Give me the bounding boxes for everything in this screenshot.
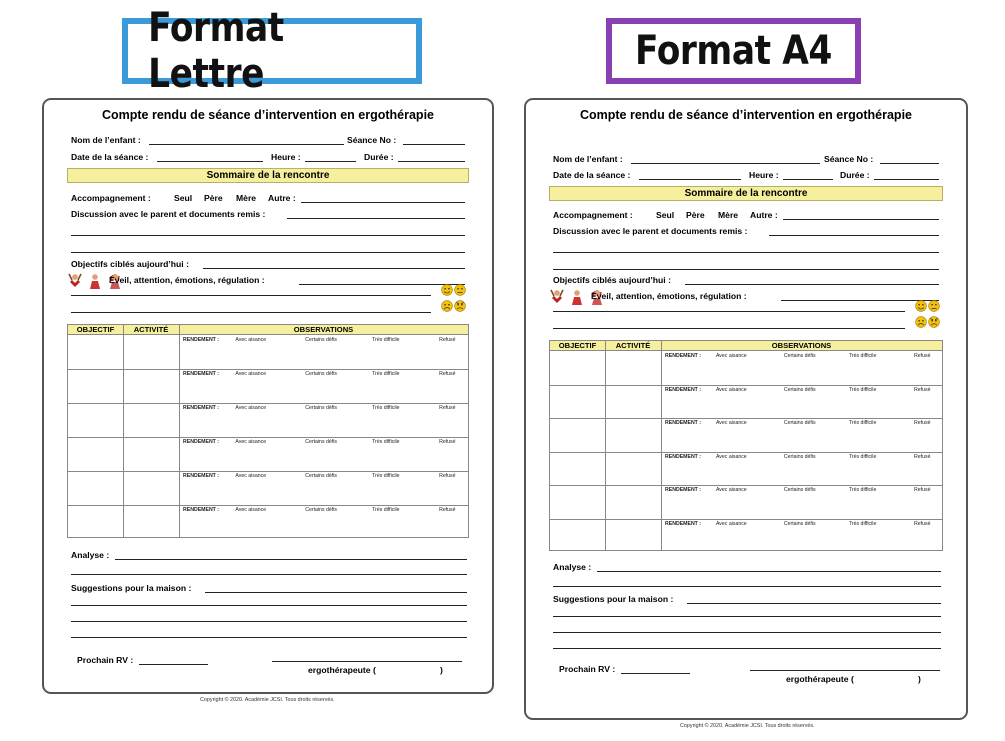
row-divider <box>68 403 468 404</box>
duration-field[interactable] <box>874 179 939 180</box>
therapist-signature-line[interactable] <box>272 661 462 662</box>
arousal-line-3[interactable] <box>71 312 431 313</box>
option-ease[interactable]: Avec aisance <box>715 386 747 393</box>
option-refused[interactable]: Refusé <box>439 473 456 479</box>
row-rendement-label: RENDEMENT : <box>183 507 220 513</box>
option-very-difficult[interactable]: Très difficile <box>372 507 400 513</box>
option-ease[interactable]: Avec aisance <box>715 420 747 426</box>
suggestions-label: Suggestions pour la maison : <box>553 594 674 604</box>
objectives-field[interactable] <box>685 284 939 285</box>
option-very-difficult[interactable]: Très difficile <box>372 473 400 479</box>
session-no-field[interactable] <box>403 144 465 145</box>
session-date-field[interactable] <box>639 179 741 180</box>
option-other: Autre : <box>268 193 296 203</box>
suggestions-line-4[interactable] <box>553 648 941 649</box>
row-divider <box>550 418 942 419</box>
row-divider <box>550 385 942 386</box>
happy-face-icon <box>442 285 453 296</box>
neutral-face-icon <box>929 301 940 312</box>
therapist-label: ergothérapeute ( <box>308 665 376 675</box>
format-a4-banner <box>606 18 861 84</box>
next-appointment-label: Prochain RV : <box>77 655 134 665</box>
option-very-difficult[interactable]: Très difficile <box>372 405 400 411</box>
option-ease[interactable]: Avec aisance <box>235 337 267 343</box>
observation-table <box>67 324 469 538</box>
option-some-challenges[interactable]: Certains défis <box>783 386 816 393</box>
option-refused[interactable]: Refusé <box>914 386 931 393</box>
option-ease[interactable]: Avec aisance <box>715 453 747 460</box>
suggestions-line-3[interactable] <box>71 621 467 622</box>
a4-copyright: Copyright © 2020. Académie JCSI. Tous droits réservés. <box>680 723 815 729</box>
angry-face-icon <box>455 301 466 312</box>
format-letter-banner <box>122 5 422 97</box>
option-ease[interactable]: Avec aisance <box>235 405 267 411</box>
child-arms-up-icon <box>551 290 563 303</box>
discussion-line-3[interactable] <box>71 252 465 253</box>
option-alone: Seul <box>174 193 193 203</box>
option-very-difficult[interactable]: Très difficile <box>848 353 877 359</box>
row-rendement-label: RENDEMENT : <box>183 405 220 411</box>
option-other: Autre : <box>750 210 778 220</box>
option-some-challenges[interactable]: Certains défis <box>305 337 337 343</box>
row-rendement-label: RENDEMENT : <box>183 439 220 445</box>
option-refused[interactable]: Refusé <box>914 453 931 460</box>
option-refused[interactable]: Refusé <box>914 420 931 426</box>
option-mother: Mère <box>236 193 257 203</box>
discussion-line-3[interactable] <box>553 269 939 270</box>
option-ease[interactable]: Avec aisance <box>715 520 747 527</box>
row-rendement-label: RENDEMENT : <box>665 420 702 426</box>
discussion-line-2[interactable] <box>71 235 465 236</box>
child-sitting-icon <box>572 290 582 305</box>
time-label: Heure : <box>271 152 301 162</box>
therapist-signature-line[interactable] <box>750 670 940 671</box>
suggestions-line-4[interactable] <box>71 637 467 638</box>
therapist-label: ergothérapeute ( <box>786 674 854 684</box>
option-alone: Seul <box>656 210 675 220</box>
next-appointment-field[interactable] <box>621 673 690 674</box>
emotion-faces <box>439 282 469 314</box>
form-title: Compte rendu de séance d’intervention en ergothérapie <box>579 108 912 122</box>
row-divider <box>68 471 468 472</box>
option-refused[interactable]: Refusé <box>439 371 456 377</box>
analysis-label: Analyse : <box>71 550 110 560</box>
option-very-difficult[interactable]: Très difficile <box>372 337 400 343</box>
discussion-field[interactable] <box>769 235 939 236</box>
session-no-label: Séance No : <box>824 154 874 164</box>
child-sitting-icon <box>90 274 100 289</box>
option-some-challenges[interactable]: Certains défis <box>305 473 337 479</box>
option-some-challenges[interactable]: Certains défis <box>305 507 337 513</box>
option-ease[interactable]: Avec aisance <box>235 371 267 377</box>
duration-label: Durée : <box>364 152 394 162</box>
row-divider <box>68 437 468 438</box>
option-father: Père <box>204 193 223 203</box>
arousal-line-2[interactable] <box>553 311 905 312</box>
analysis-label: Analyse : <box>553 562 592 572</box>
option-refused[interactable]: Refusé <box>914 487 931 493</box>
option-father: Père <box>686 210 705 220</box>
row-rendement-label: RENDEMENT : <box>665 520 702 527</box>
worried-face-icon <box>442 301 453 312</box>
arousal-line-3[interactable] <box>553 328 905 329</box>
child-name-label: Nom de l’enfant : <box>71 135 141 145</box>
suggestions-field[interactable] <box>205 592 467 593</box>
option-some-challenges[interactable]: Certains défis <box>305 405 337 411</box>
duration-label: Durée : <box>840 170 870 180</box>
next-appointment-field[interactable] <box>139 664 208 665</box>
option-some-challenges[interactable]: Certains défis <box>305 439 337 445</box>
angry-face-icon <box>929 317 940 328</box>
option-very-difficult[interactable]: Très difficile <box>848 420 877 426</box>
discussion-label: Discussion avec le parent et documents remis : <box>71 209 266 219</box>
col-objective-header: OBJECTIF <box>68 325 123 335</box>
happy-face-icon <box>916 301 927 312</box>
option-some-challenges[interactable]: Certains défis <box>783 453 816 460</box>
row-rendement-label: RENDEMENT : <box>183 337 220 343</box>
therapist-close-paren: ) <box>440 665 443 675</box>
option-refused[interactable]: Refusé <box>439 337 456 343</box>
session-date-field[interactable] <box>157 161 263 162</box>
letter-copyright: Copyright © 2020. Académie JCSI. Tous droits réservés. <box>200 697 335 703</box>
form-title: Compte rendu de séance d’intervention en ergothérapie <box>101 108 434 122</box>
therapist-close-paren: ) <box>918 674 921 684</box>
suggestions-label: Suggestions pour la maison : <box>71 583 192 593</box>
option-very-difficult[interactable]: Très difficile <box>848 487 877 493</box>
option-some-challenges[interactable]: Certains défis <box>305 371 337 377</box>
option-some-challenges[interactable]: Certains défis <box>783 353 816 359</box>
row-rendement-label: RENDEMENT : <box>183 371 220 377</box>
option-refused[interactable]: Refusé <box>914 353 931 359</box>
child-arms-up-icon <box>69 274 81 287</box>
time-field[interactable] <box>783 179 833 180</box>
option-some-challenges[interactable]: Certains défis <box>783 520 816 527</box>
accompaniment-label: Accompagnement : <box>553 210 633 220</box>
option-ease[interactable]: Avec aisance <box>235 473 267 479</box>
option-very-difficult[interactable]: Très difficile <box>848 386 877 393</box>
analysis-field[interactable] <box>115 559 467 560</box>
a4-form <box>524 98 968 720</box>
col-activity-header: ACTIVITÉ <box>605 341 661 351</box>
row-divider <box>550 485 942 486</box>
option-refused[interactable]: Refusé <box>914 520 931 527</box>
option-some-challenges[interactable]: Certains défis <box>783 487 816 493</box>
analysis-line-2[interactable] <box>553 586 941 587</box>
child-name-label: Nom de l’enfant : <box>553 154 623 164</box>
arousal-line-2[interactable] <box>71 295 431 296</box>
option-ease[interactable]: Avec aisance <box>715 487 747 493</box>
option-very-difficult[interactable]: Très difficile <box>848 520 877 527</box>
suggestions-line-3[interactable] <box>553 632 941 633</box>
option-ease[interactable]: Avec aisance <box>235 507 267 513</box>
objectives-label: Objectifs ciblés aujourd’hui : <box>71 259 189 269</box>
option-ease[interactable]: Avec aisance <box>235 439 267 445</box>
option-mother: Mère <box>718 210 739 220</box>
arousal-label: Éveil, attention, émotions, régulation : <box>109 275 265 285</box>
row-divider <box>68 505 468 506</box>
discussion-field[interactable] <box>287 218 465 219</box>
option-refused[interactable]: Refusé <box>439 507 456 513</box>
col-observations-header: OBSERVATIONS <box>661 341 942 351</box>
observation-table <box>549 340 943 551</box>
session-no-field[interactable] <box>880 163 939 164</box>
time-label: Heure : <box>749 170 779 180</box>
option-some-challenges[interactable]: Certains défis <box>783 420 816 426</box>
row-rendement-label: RENDEMENT : <box>665 453 702 460</box>
col-objective-header: OBJECTIF <box>550 341 605 351</box>
duration-field[interactable] <box>398 161 465 162</box>
objectives-field[interactable] <box>203 268 465 269</box>
option-very-difficult[interactable]: Très difficile <box>372 439 400 445</box>
letter-form <box>42 98 494 694</box>
format-a4-title: Format A4 <box>635 28 832 74</box>
row-divider <box>550 452 942 453</box>
discussion-line-2[interactable] <box>553 252 939 253</box>
worried-face-icon <box>916 317 927 328</box>
suggestions-line-2[interactable] <box>71 605 467 606</box>
option-very-difficult[interactable]: Très difficile <box>848 453 877 460</box>
suggestions-line-2[interactable] <box>553 616 941 617</box>
next-appointment-label: Prochain RV : <box>559 664 616 674</box>
row-divider <box>68 369 468 370</box>
option-ease[interactable]: Avec aisance <box>715 353 747 359</box>
session-date-label: Date de la séance : <box>553 170 631 180</box>
analysis-field[interactable] <box>597 571 941 572</box>
objectives-label: Objectifs ciblés aujourd’hui : <box>553 275 671 285</box>
summary-header: Sommaire de la rencontre <box>67 168 469 183</box>
col-observations-header: OBSERVATIONS <box>179 325 468 335</box>
analysis-line-2[interactable] <box>71 574 467 575</box>
col-activity-header: ACTIVITÉ <box>123 325 179 335</box>
option-very-difficult[interactable]: Très difficile <box>372 371 400 377</box>
suggestions-field[interactable] <box>687 603 941 604</box>
row-rendement-label: RENDEMENT : <box>665 353 702 359</box>
session-date-label: Date de la séance : <box>71 152 149 162</box>
time-field[interactable] <box>305 161 356 162</box>
arousal-label: Éveil, attention, émotions, régulation : <box>591 291 747 301</box>
neutral-face-icon <box>455 285 466 296</box>
row-rendement-label: RENDEMENT : <box>183 473 220 479</box>
other-field[interactable] <box>301 202 465 203</box>
option-refused[interactable]: Refusé <box>439 439 456 445</box>
child-name-field[interactable] <box>149 144 344 145</box>
emotion-faces <box>913 298 943 330</box>
discussion-label: Discussion avec le parent et documents remis : <box>553 226 748 236</box>
accompaniment-label: Accompagnement : <box>71 193 151 203</box>
summary-header: Sommaire de la rencontre <box>549 186 943 201</box>
child-name-field[interactable] <box>631 163 820 164</box>
row-rendement-label: RENDEMENT : <box>665 487 702 493</box>
row-rendement-label: RENDEMENT : <box>665 386 702 393</box>
format-letter-title: Format Lettre <box>148 5 284 97</box>
row-divider <box>550 519 942 520</box>
session-no-label: Séance No : <box>347 135 397 145</box>
other-field[interactable] <box>783 219 939 220</box>
option-refused[interactable]: Refusé <box>439 405 456 411</box>
